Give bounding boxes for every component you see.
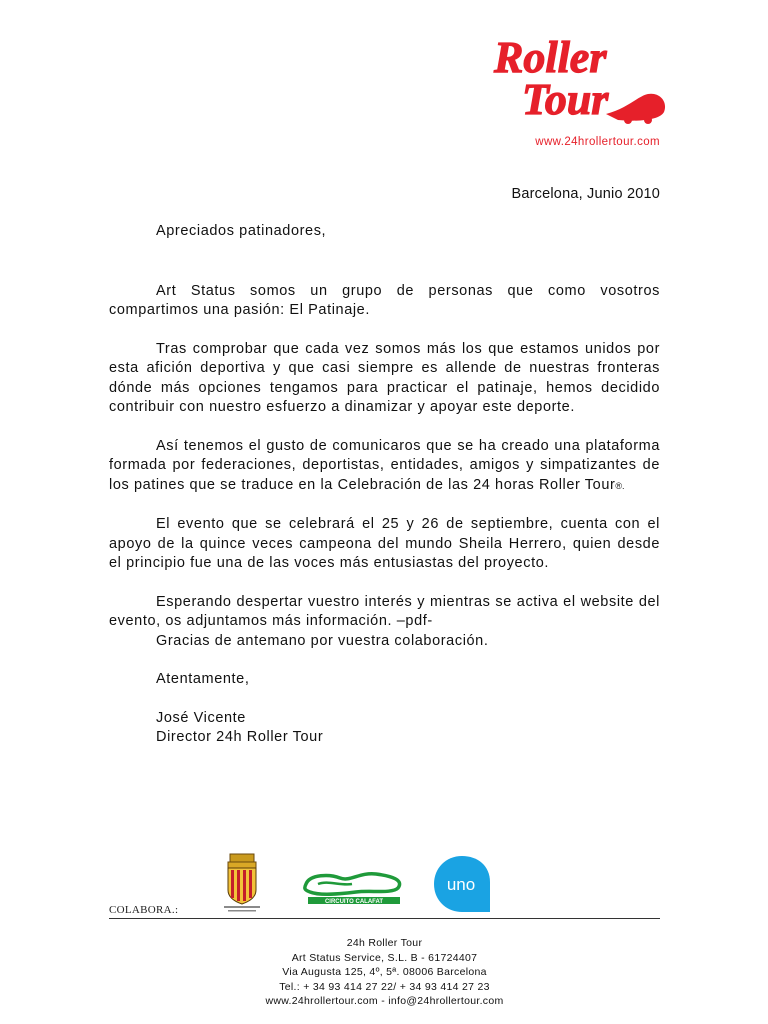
footer-contact	[109, 936, 660, 1009]
skate-wheel-shape	[624, 116, 632, 124]
footer-phone: Tel.: + 34 93 414 27 22/ + 34 93 414 27 23	[279, 980, 490, 993]
sponsor-logos	[210, 852, 500, 920]
signature-title: Director 24h Roller Tour	[156, 729, 324, 745]
letter-paragraph: Art Status somos un grupo de personas que como vosotros compartimos una pasión: El Patinaje.	[109, 282, 660, 318]
header-website-link[interactable]: www.24hrollertour.com	[535, 136, 660, 148]
circuito-calafat-logo	[300, 866, 410, 906]
skate-swoosh-shape	[606, 94, 665, 121]
letter-body	[109, 220, 660, 748]
uno-logo-graphic	[432, 854, 492, 914]
roller-tour-logo-graphic	[488, 28, 674, 128]
letter-thanks: Gracias de antemano por vuestra colaboración.	[156, 632, 489, 649]
skate-wheel-shape	[644, 116, 652, 124]
letter-paragraph-text: Así tenemos el gusto de comunicaros que se ha creado una plataforma formada por federaciones, deportistas, entidades, amigos y simpatizantes de los patines que se traduce en la Celebración de las 24 horas Roller Tour	[109, 437, 660, 493]
letter-paragraph	[109, 437, 660, 497]
letter-closing: Atentamente,	[156, 671, 250, 687]
letter-paragraph: El evento que se celebrará el 25 y 26 de septiembre, cuenta con el apoyo de la quince veces campeona del mundo Sheila Herrero, quien desde el principio fue una de las voces más entusiastas del proyecto.	[109, 516, 660, 571]
letter-salutation: Apreciados patinadores,	[156, 223, 327, 239]
logo-word-tour: Tour	[522, 75, 609, 124]
coat-of-arms-icon	[218, 852, 266, 914]
footer-company: 24h Roller Tour	[346, 937, 423, 949]
letter-paragraph: Tras comprobar que cada vez somos más los que estamos unidos por esta afición deportiva y que casi siempre es allende de nuestras fronteras dónde más opciones tengamos para practicar el patinaje, hemos decidido contribuir con nuestro esfuerzo a dinamizar y apoyar este deporte.	[109, 340, 660, 415]
uno-logo-text: uno	[446, 875, 476, 894]
signature-name: José Vicente	[156, 709, 246, 726]
roller-tour-logo	[488, 28, 674, 128]
footer-web-email[interactable]: www.24hrollertour.com - info@24hrollertour.com	[265, 995, 504, 1007]
footer-address: Via Augusta 125, 4º, 5ª. 08006 Barcelona	[282, 966, 487, 978]
footer-divider	[109, 918, 660, 919]
colabora-label: COLABORA.:	[109, 904, 179, 916]
circuito-calafat-graphic	[300, 866, 410, 906]
coat-of-arms-logo	[218, 852, 266, 914]
logo-word-roller: Roller	[494, 33, 607, 82]
uno-logo	[432, 854, 492, 914]
circuit-name-text: CIRCUITO CALAFAT	[324, 899, 384, 905]
letter-date: Barcelona, Junio 2010	[511, 186, 660, 202]
registered-mark: ®.	[615, 480, 625, 491]
footer-legal-name: Art Status Service, S.L. B - 61724407	[291, 951, 478, 964]
letter-paragraph: Esperando despertar vuestro interés y mientras se activa el website del evento, os adjuntamos más información. –pdf-	[109, 593, 660, 629]
